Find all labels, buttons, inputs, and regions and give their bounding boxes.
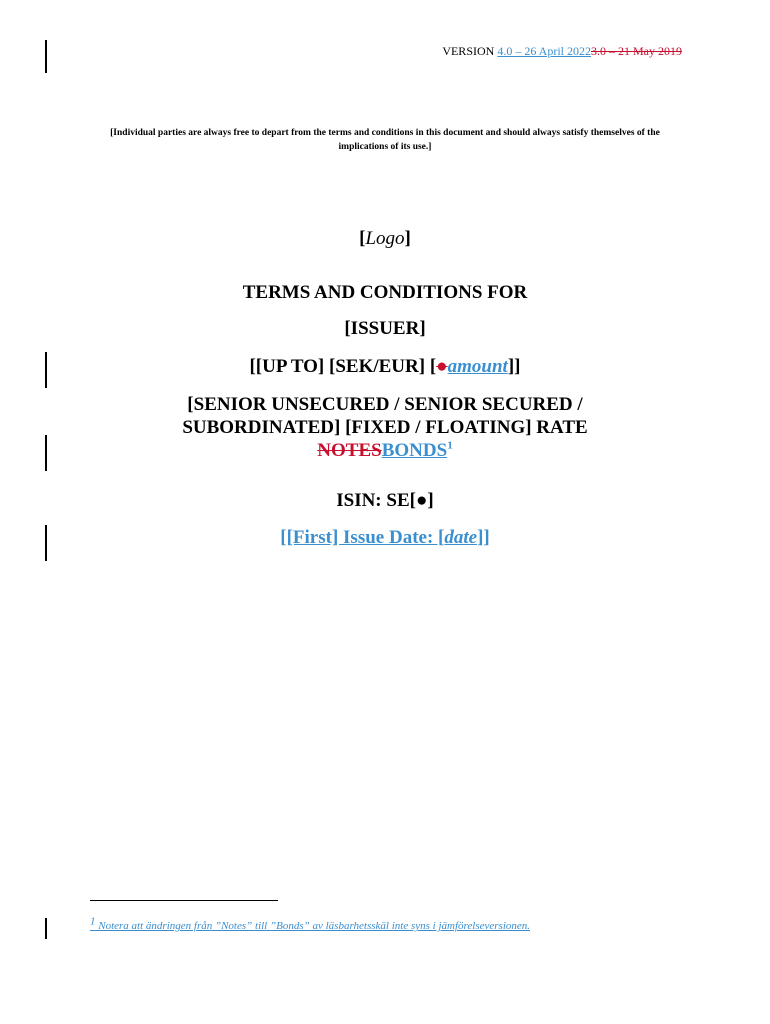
isin: ISIN: SE[●]: [336, 490, 434, 511]
bond-kind: [0, 393, 770, 462]
bond-kind-line1: [SENIOR UNSECURED / SENIOR SECURED /: [187, 394, 583, 415]
footnote-separator: [90, 900, 278, 901]
amount-suffix: ]]: [507, 356, 521, 377]
kind-inserted: BONDS: [381, 440, 448, 461]
kind-deleted: NOTES: [317, 440, 382, 461]
change-bar: [45, 918, 47, 939]
issue-date: [[First] Issue Date: [date]]: [280, 527, 490, 548]
change-bar: [45, 40, 47, 73]
version-line: [442, 44, 682, 59]
issue-date-value: date: [444, 527, 478, 548]
amount-deleted: ●: [436, 356, 448, 377]
footnote-number: 1: [90, 915, 96, 928]
document-title: TERMS AND CONDITIONS FOR: [242, 282, 528, 303]
logo-placeholder: [Logo]: [359, 228, 411, 249]
version-inserted: 4.0 – 26 April 2022: [497, 44, 591, 58]
bond-kind-line2: SUBORDINATED] [FIXED / FLOATING] RATE: [182, 417, 588, 438]
footnote: [90, 915, 531, 932]
amount-inserted: amount: [447, 356, 508, 377]
version-prefix: VERSION: [442, 44, 498, 58]
issuer-name: [ISSUER]: [344, 318, 426, 339]
logo-text: Logo: [365, 228, 405, 249]
bond-kind-line3: [0, 439, 770, 462]
amount-line: [0, 356, 770, 378]
version-deleted: 3.0 – 21 May 2019: [591, 44, 682, 58]
footnote-text: Notera att ändringen från ”Notes” till ”Bonds” av läsbarhetsskäl inte syns i jämförelseversionen.: [95, 920, 531, 932]
disclaimer: [Individual parties are always free to depart from the terms and conditions in this document and should always satisfy themselves of the implications of its use.]: [110, 128, 660, 152]
footnote-reference[interactable]: 1: [447, 439, 453, 452]
amount-prefix: [[UP TO] [SEK/EUR] [: [249, 356, 437, 377]
